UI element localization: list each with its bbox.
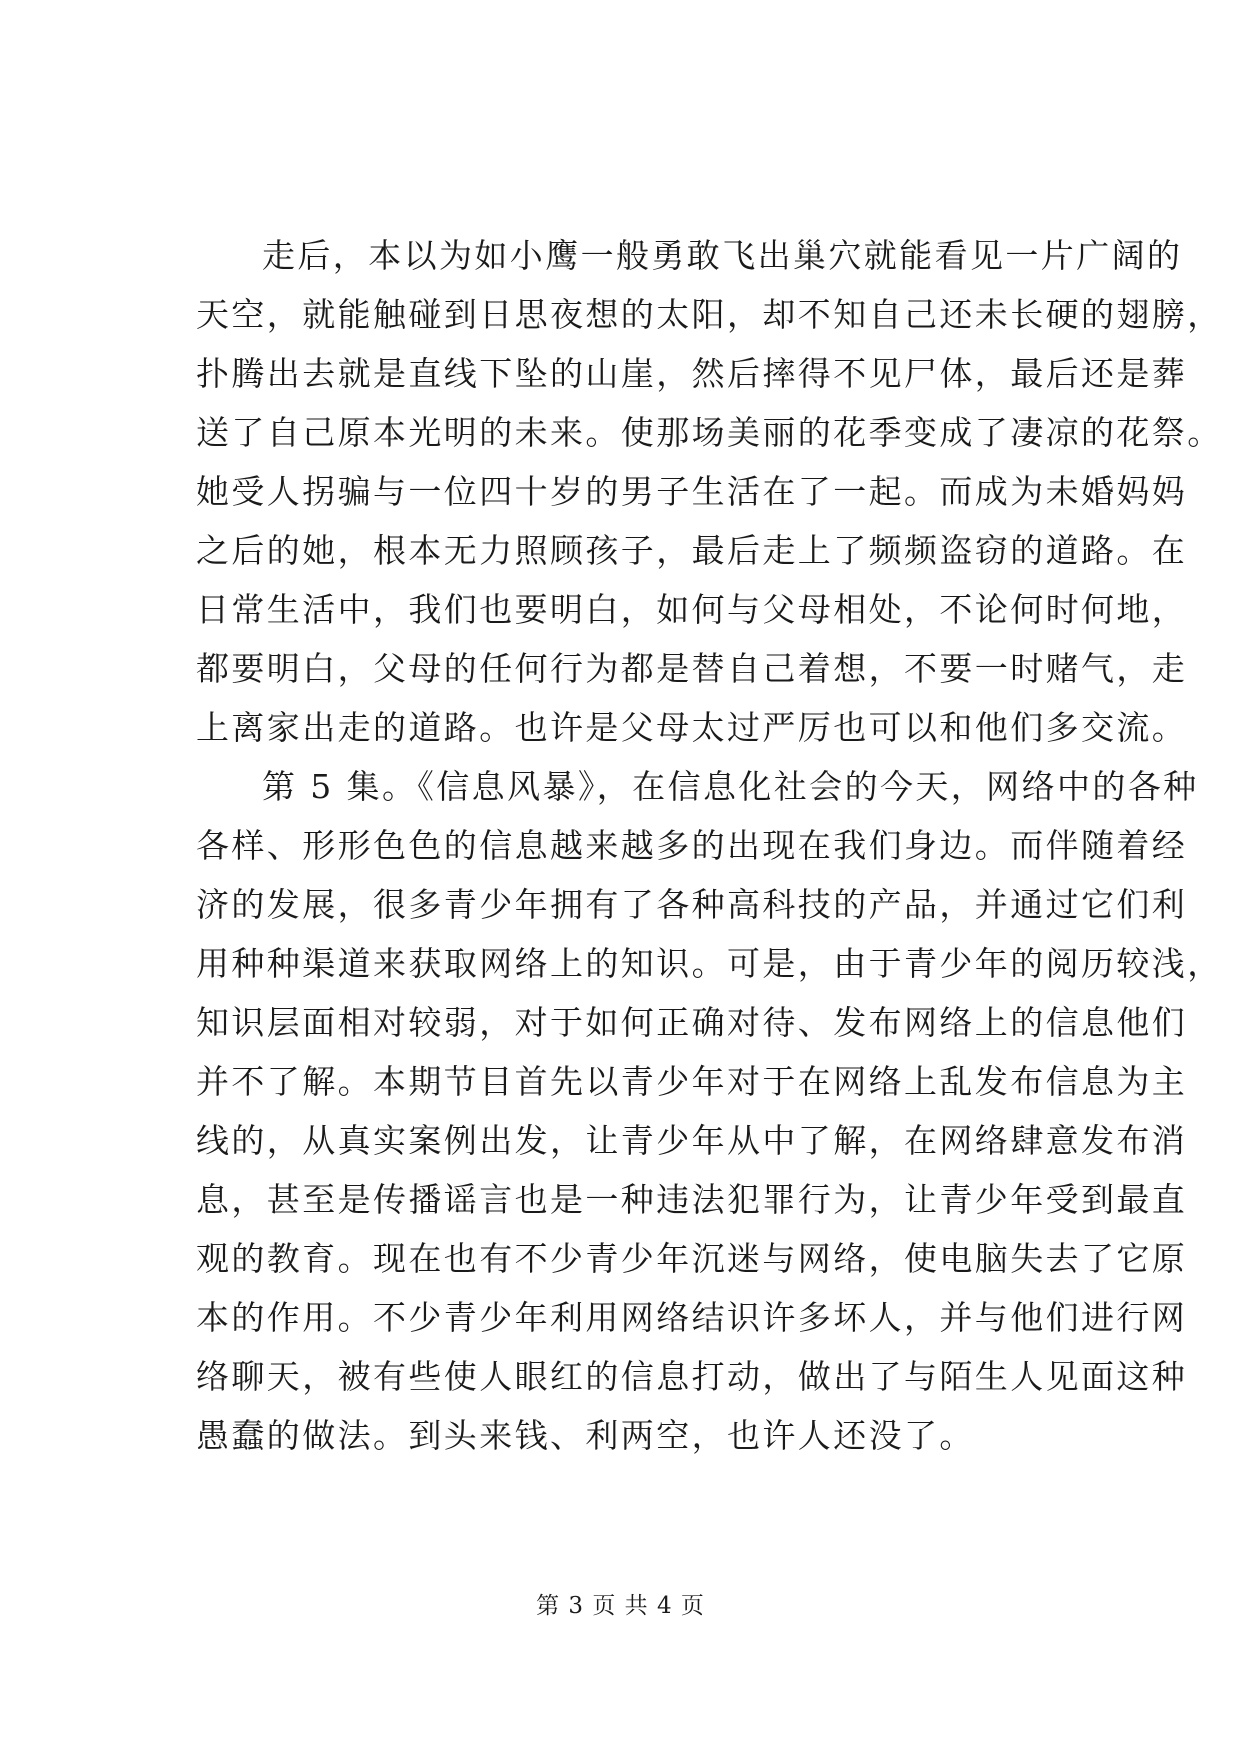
text-line: 送了自己原本光明的未来。使那场美丽的花季变成了凄凉的花祭。 — [196, 413, 1223, 452]
text-line: 走后，本以为如小鹰一般勇敢飞出巢穴就能看见一片广阔的 — [262, 236, 1183, 275]
paragraph-1 — [196, 226, 1223, 757]
text-line: 之后的她，根本无力照顾孩子，最后走上了频频盗窃的道路。在 — [196, 531, 1188, 570]
text-line: 本的作用。不少青少年利用网络结识许多坏人，并与他们进行网 — [196, 1298, 1188, 1337]
text-line: 各样、形形色色的信息越来越多的出现在我们身边。而伴随着经 — [196, 826, 1188, 865]
text-line: 都要明白，父母的任何行为都是替自己着想，不要一时赌气，走 — [196, 649, 1188, 688]
text-line: 她受人拐骗与一位四十岁的男子生活在了一起。而成为未婚妈妈 — [196, 472, 1188, 511]
text-line: 扑腾出去就是直线下坠的山崖，然后摔得不见尸体，最后还是葬 — [196, 354, 1188, 393]
text-line: 线的，从真实案例出发，让青少年从中了解，在网络肆意发布消 — [196, 1121, 1188, 1160]
text-line: 用种种渠道来获取网络上的知识。可是，由于青少年的阅历较浅， — [196, 944, 1223, 983]
text-line: 观的教育。现在也有不少青少年沉迷与网络，使电脑失去了它原 — [196, 1239, 1188, 1278]
text-line: 天空，就能触碰到日思夜想的太阳，却不知自己还未长硬的翅膀， — [196, 295, 1223, 334]
paragraph-2 — [196, 757, 1223, 1465]
text-line: 愚蠢的做法。到头来钱、利两空，也许人还没了。 — [196, 1416, 975, 1455]
body-text — [196, 226, 1223, 1465]
text-line: 络聊天，被有些使人眼红的信息打动，做出了与陌生人见面这种 — [196, 1357, 1188, 1396]
page-number-label: 第 3 页 共 4 页 — [536, 1593, 705, 1619]
text-line: 知识层面相对较弱，对于如何正确对待、发布网络上的信息他们 — [196, 1003, 1188, 1042]
text-line: 息，甚至是传播谣言也是一种违法犯罪行为，让青少年受到最直 — [196, 1180, 1188, 1219]
text-line: 济的发展，很多青少年拥有了各种高科技的产品，并通过它们利 — [196, 885, 1188, 924]
text-line: 第 5 集。《信息风暴》，在信息化社会的今天，网络中的各种 — [262, 767, 1199, 806]
text-line: 上离家出走的道路。也许是父母太过严厉也可以和他们多交流。 — [196, 708, 1188, 747]
page-footer — [0, 1591, 1241, 1621]
text-line: 并不了解。本期节目首先以青少年对于在网络上乱发布信息为主 — [196, 1062, 1188, 1101]
text-line: 日常生活中，我们也要明白，如何与父母相处，不论何时何地， — [196, 590, 1188, 629]
